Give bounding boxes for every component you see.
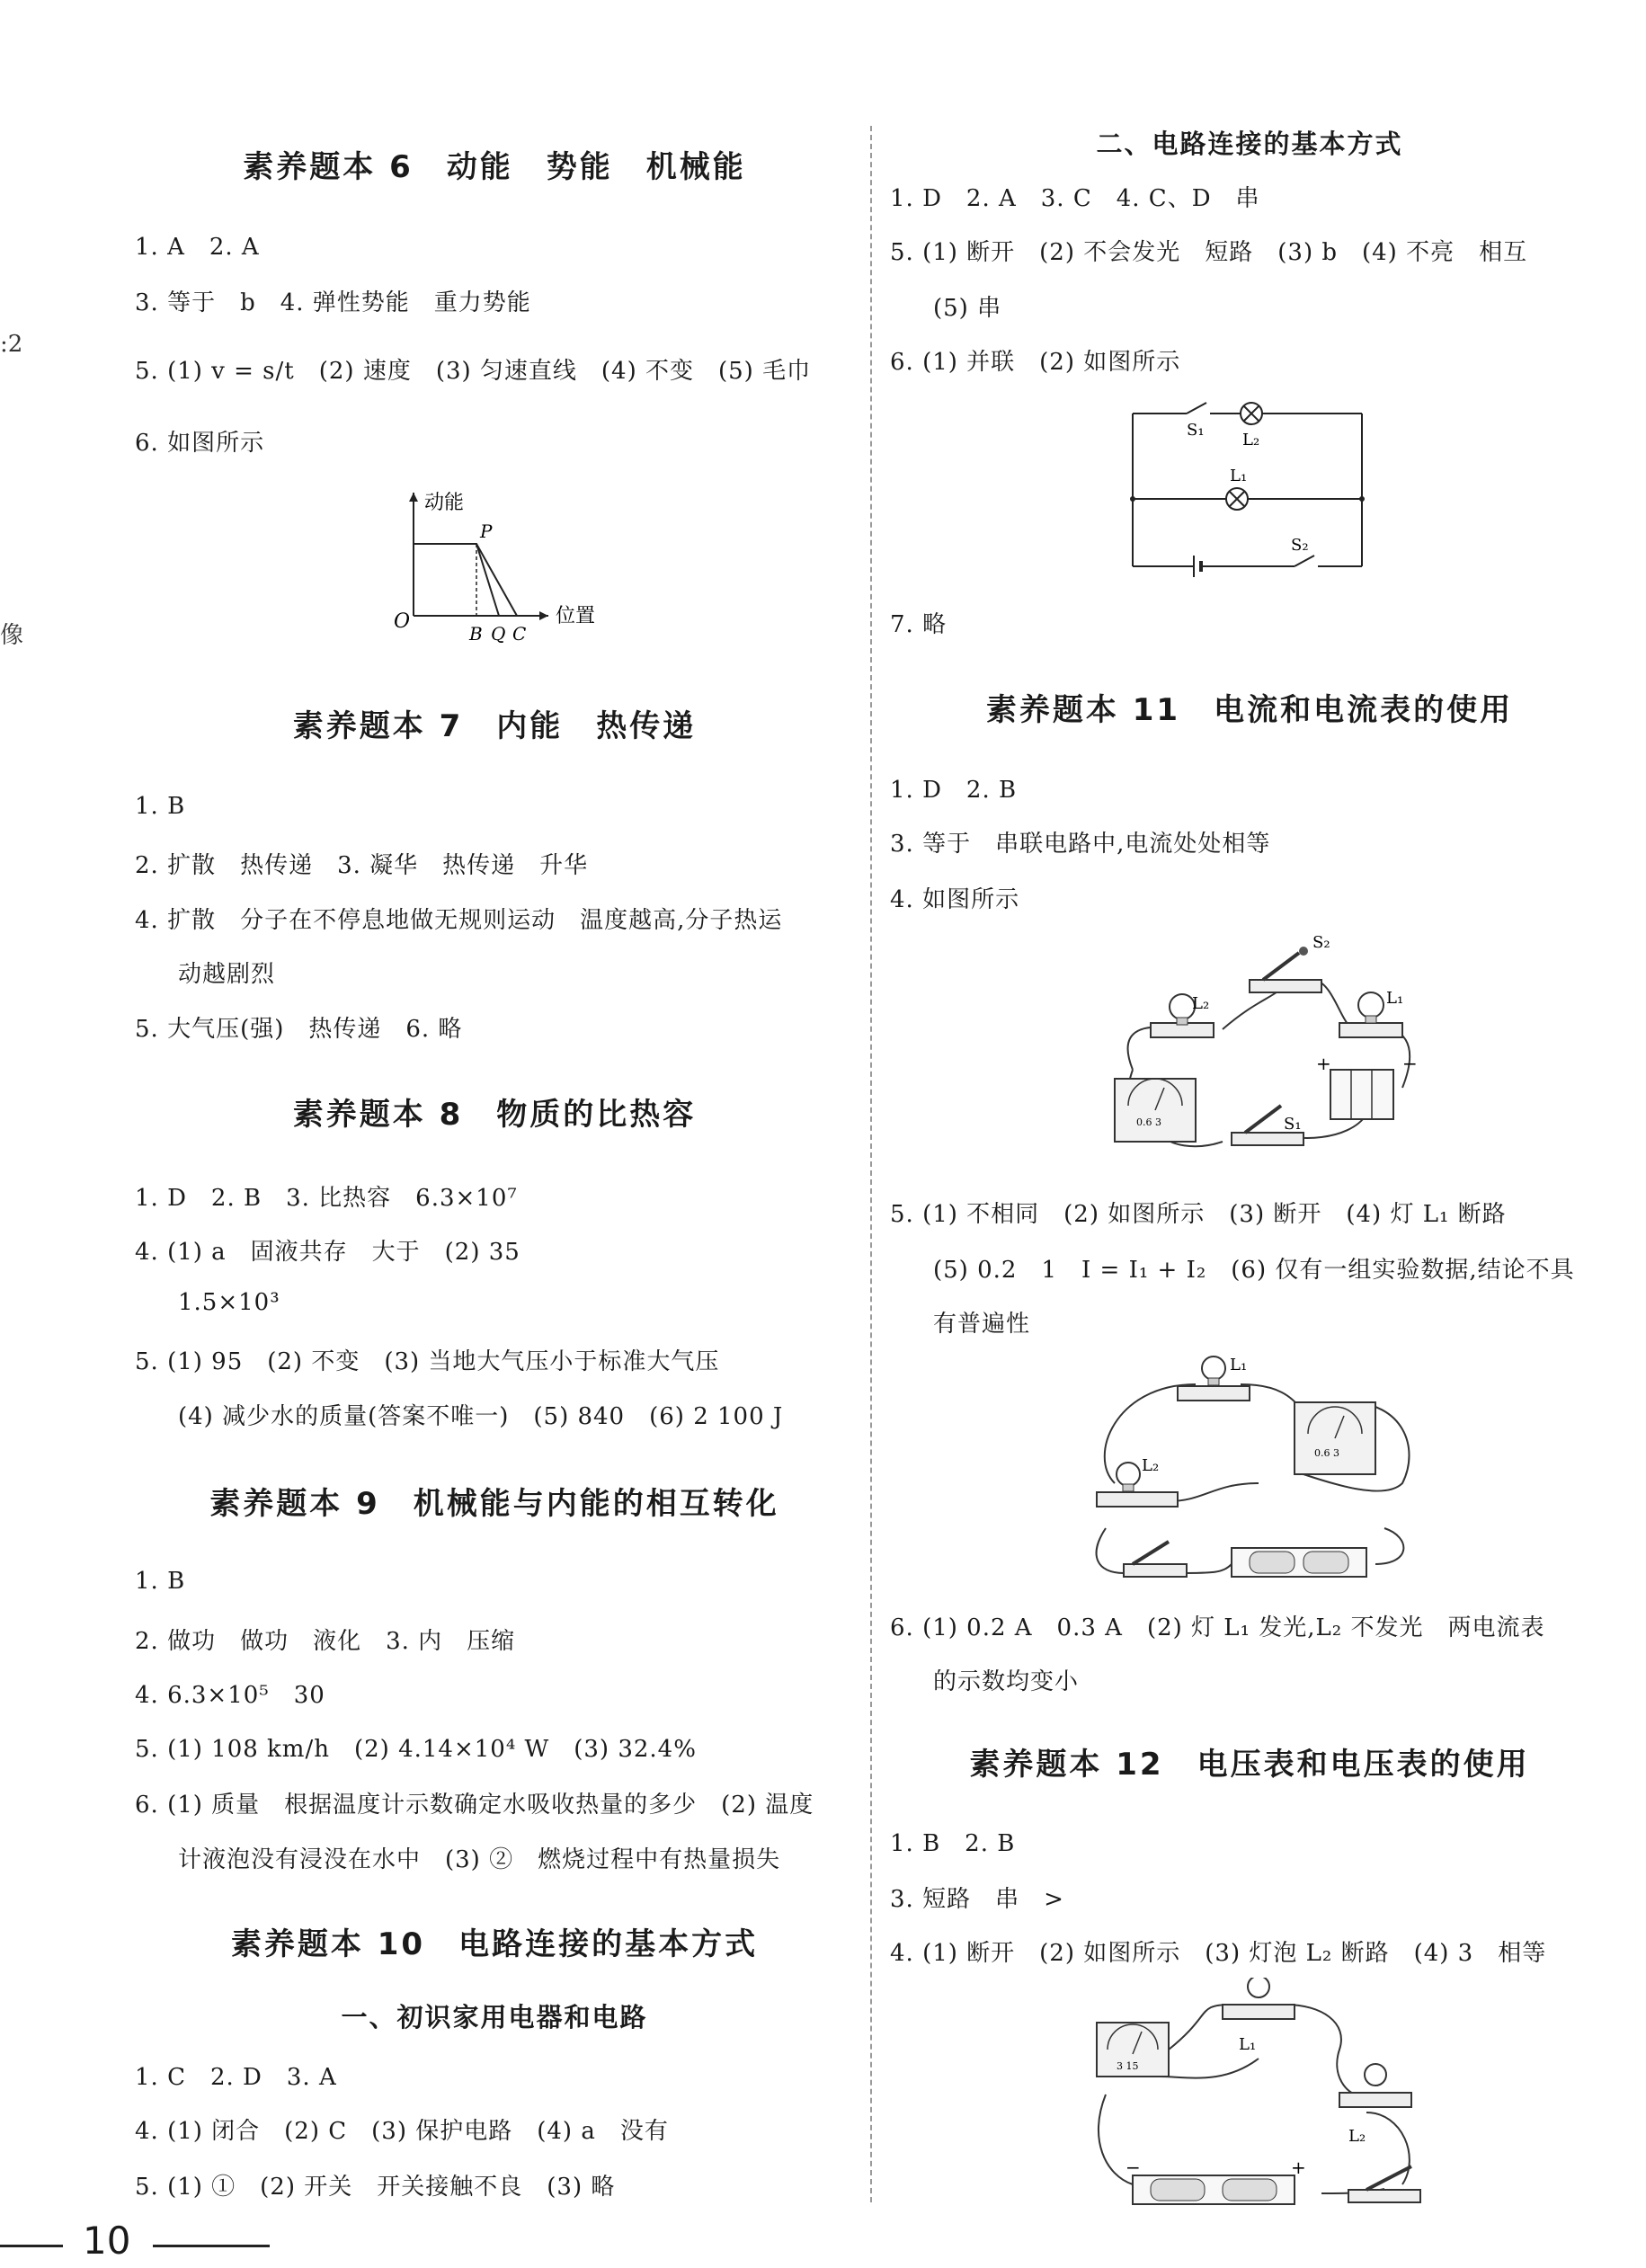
answer-line: 1. D 2. B 3. 比热容 6.3×10⁷ bbox=[135, 1185, 518, 1212]
battery-plus-1: + bbox=[1316, 1053, 1331, 1074]
page-number: 10 bbox=[83, 2219, 131, 2263]
answer-line: 动越剧烈 bbox=[178, 961, 276, 988]
label-s1: S₁ bbox=[1187, 421, 1205, 440]
label-l1: L₁ bbox=[1230, 467, 1248, 485]
answer-line: 计液泡没有浸没在水中 (3) ② 燃烧过程中有热量损失 bbox=[178, 1846, 781, 1873]
fig3-l2: L₂ bbox=[1348, 2127, 1366, 2146]
section-title-10: 素养题本 10 电路连接的基本方式 bbox=[230, 1926, 759, 1962]
answer-line: 1. D 2. A 3. C 4. C、D 串 bbox=[890, 185, 1260, 212]
answer-line: 1. D 2. B bbox=[890, 777, 1018, 804]
answer-line: 5. (1) 95 (2) 不变 (3) 当地大气压小于标准大气压 bbox=[135, 1348, 720, 1375]
label-s2: S₂ bbox=[1291, 536, 1309, 555]
answer-line: 4. 扩散 分子在不停息地做无规则运动 温度越高,分子热运 bbox=[135, 907, 783, 934]
answer-line: (5) 0.2 1 I = I₁ + I₂ (6) 仅有一组实验数据,结论不具 bbox=[933, 1257, 1575, 1284]
answer-line: 5. (1) 108 km/h (2) 4.14×10⁴ W (3) 32.4% bbox=[135, 1736, 697, 1763]
fig1-s1: S₁ bbox=[1284, 1115, 1302, 1134]
graph-origin: O bbox=[394, 610, 411, 633]
margin-fragment-ratio: :2 bbox=[0, 331, 23, 358]
subsection-title: 二、电路连接的基本方式 bbox=[1096, 129, 1403, 159]
footer-rule-right bbox=[153, 2245, 270, 2247]
answer-line: 4. (1) 闭合 (2) C (3) 保护电路 (4) a 没有 bbox=[135, 2118, 669, 2145]
section-title-12: 素养题本 12 电压表和电压表的使用 bbox=[969, 1747, 1530, 1783]
footer-rule-left bbox=[0, 2245, 63, 2247]
fig1-s2: S₂ bbox=[1312, 933, 1330, 952]
answer-line: 1. B 2. B bbox=[890, 1830, 1016, 1857]
graph-point-q: Q bbox=[491, 623, 506, 645]
answer-line: 5. (1) 断开 (2) 不会发光 短路 (3) b (4) 不亮 相互 bbox=[890, 239, 1528, 266]
column-divider bbox=[870, 126, 872, 2202]
kinetic-energy-graph bbox=[387, 485, 782, 647]
meter-scale-3: 3 15 bbox=[1117, 2060, 1139, 2072]
subsection-title: 一、初识家用电器和电路 bbox=[341, 2002, 648, 2032]
answer-line: 6. (1) 质量 根据温度计示数确定水吸收热量的多少 (2) 温度 bbox=[135, 1792, 814, 1819]
fig1-l1: L₁ bbox=[1386, 989, 1404, 1008]
answer-line: 4. (1) 断开 (2) 如图所示 (3) 灯泡 L₂ 断路 (4) 3 相等 bbox=[890, 1940, 1547, 1967]
answer-line: 有普遍性 bbox=[933, 1311, 1031, 1338]
graph-point-c: C bbox=[512, 623, 527, 645]
answer-line: 3. 等于 b 4. 弹性势能 重力势能 bbox=[135, 289, 531, 316]
section-title-8: 素养题本 8 物质的比热容 bbox=[292, 1097, 697, 1133]
parallel-circuit-diagram bbox=[1124, 396, 1384, 584]
graph-y-label: 动能 bbox=[424, 492, 465, 514]
answer-line: 1. A 2. A bbox=[135, 234, 260, 261]
label-l2: L₂ bbox=[1242, 431, 1260, 449]
graph-point-b: B bbox=[469, 623, 483, 645]
answer-line: 7. 略 bbox=[890, 611, 948, 638]
answer-line: 3. 等于 串联电路中,电流处处相等 bbox=[890, 831, 1271, 858]
section-title-9: 素养题本 9 机械能与内能的相互转化 bbox=[209, 1486, 779, 1522]
answer-line: 的示数均变小 bbox=[933, 1668, 1080, 1695]
answer-line: 1. B bbox=[135, 793, 186, 820]
answer-line: 4. (1) a 固液共存 大于 (2) 35 bbox=[135, 1239, 520, 1266]
fig2-l1: L₁ bbox=[1230, 1356, 1248, 1374]
answer-line: 1. B bbox=[135, 1568, 186, 1595]
answer-line: 3. 短路 串 > bbox=[890, 1886, 1064, 1913]
section-title-7: 素养题本 7 内能 热传递 bbox=[292, 708, 697, 744]
answer-line: 5. 大气压(强) 热传递 6. 略 bbox=[135, 1016, 463, 1043]
answer-line: 5. (1) ① (2) 开关 开关接触不良 (3) 略 bbox=[135, 2174, 616, 2201]
battery-minus-1: − bbox=[1402, 1053, 1418, 1074]
fig1-l2: L₂ bbox=[1192, 994, 1210, 1013]
answer-line: 1. C 2. D 3. A bbox=[135, 2064, 337, 2091]
section-title-11: 素养题本 11 电流和电流表的使用 bbox=[985, 692, 1514, 728]
answer-line: 4. 6.3×10⁵ 30 bbox=[135, 1682, 325, 1709]
fig2-l2: L₂ bbox=[1142, 1456, 1160, 1475]
graph-point-p: P bbox=[480, 520, 493, 542]
answer-line: (5) 串 bbox=[933, 295, 1002, 322]
answer-line: 6. (1) 0.2 A 0.3 A (2) 灯 L₁ 发光,L₂ 不发光 两电流表 bbox=[890, 1614, 1545, 1641]
answer-line: 5. (1) 不相同 (2) 如图所示 (3) 断开 (4) 灯 L₁ 断路 bbox=[890, 1201, 1507, 1228]
answer-line: 4. 如图所示 bbox=[890, 886, 1020, 913]
answer-line: 5. (1) v = s/t (2) 速度 (3) 匀速直线 (4) 不变 (5) 毛巾 bbox=[135, 358, 812, 385]
ammeter-circuit-figure-2 bbox=[1079, 1348, 1429, 1591]
graph-x-label: 位置 bbox=[556, 605, 596, 627]
answer-line: 6. (1) 并联 (2) 如图所示 bbox=[890, 349, 1181, 376]
margin-fragment-char: 像 bbox=[0, 622, 24, 649]
answer-line: 6. 如图所示 bbox=[135, 430, 265, 457]
battery-minus-3: − bbox=[1126, 2157, 1141, 2178]
answer-line: 2. 扩散 热传递 3. 凝华 热传递 升华 bbox=[135, 852, 589, 879]
voltmeter-circuit-figure bbox=[1079, 1978, 1438, 2211]
meter-scale-1: 0.6 3 bbox=[1136, 1116, 1161, 1128]
fig3-l1: L₁ bbox=[1239, 2035, 1257, 2054]
meter-scale-2: 0.6 3 bbox=[1314, 1447, 1339, 1459]
ammeter-circuit-figure-1 bbox=[1097, 926, 1438, 1169]
battery-plus-3: + bbox=[1291, 2157, 1306, 2178]
answer-line: 2. 做功 做功 液化 3. 内 压缩 bbox=[135, 1628, 516, 1655]
answer-line: (4) 减少水的质量(答案不唯一) (5) 840 (6) 2 100 J bbox=[178, 1403, 784, 1430]
section-title-6: 素养题本 6 动能 势能 机械能 bbox=[243, 149, 746, 185]
answer-line: 1.5×10³ bbox=[178, 1289, 280, 1316]
